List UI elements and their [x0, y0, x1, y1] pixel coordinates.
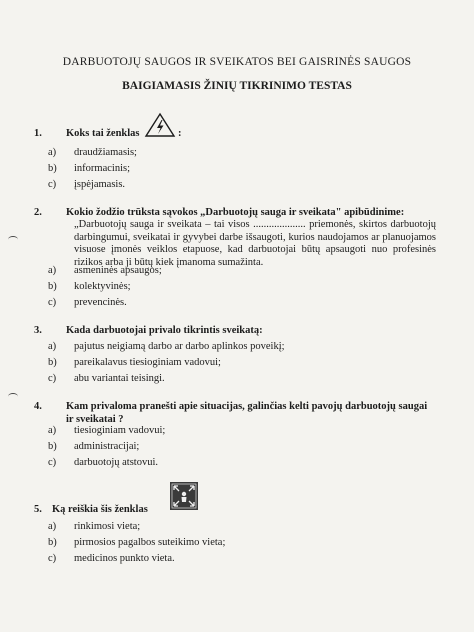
question-number: 2. [34, 207, 42, 218]
option-text: tiesioginiam vadovui; [74, 425, 166, 436]
option-text: darbuotojų atstovui. [74, 457, 158, 468]
option-letter: c) [48, 457, 57, 468]
option-text: pajutus neigiamą darbo ar darbo aplinkos poveikį; [74, 341, 285, 352]
option-text: draudžiamasis; [74, 147, 137, 158]
high-voltage-warning-icon [144, 112, 176, 138]
question-text: Kada darbuotojai privalo tikrintis sveikatą: [66, 325, 263, 336]
question-text: Kokio žodžio trūksta sąvokos „Darbuotojų sauga ir sveikata" apibūdinime: [66, 207, 405, 218]
question-number: 5. [34, 504, 42, 515]
definition-text: „Darbuotojų sauga ir sveikata – tai visos .................... priemonės, skirtos darbuotojų darbingumui, sveikatai ir gyvybei darbe išsaugoti, kurios naudojamos ar planuojamos visuose įmonės veiklos etapuose, kad darbuotojai būtų apsaugoti nuo profesinės rizikos arba ji būtų kiek įmanoma sumažinta. [74, 219, 436, 268]
question-suffix: : [178, 128, 182, 139]
option-text: medicinos punkto vieta. [74, 553, 175, 564]
option-text: kolektyvinės; [74, 281, 131, 292]
option-letter: c) [48, 553, 57, 564]
option-letter: b) [48, 537, 57, 548]
option-letter: b) [48, 441, 57, 452]
option-text: abu variantai teisingi. [74, 373, 165, 384]
option-letter: a) [48, 425, 57, 436]
option-letter: a) [48, 521, 57, 532]
option-letter: b) [48, 281, 57, 292]
document-title: DARBUOTOJŲ SAUGOS IR SVEIKATOS BEI GAISRINĖS SAUGOS [62, 56, 412, 68]
option-text: įspėjamasis. [74, 179, 126, 190]
option-text: informacinis; [74, 163, 130, 174]
option-letter: a) [48, 265, 57, 276]
question-text: Kam privaloma pranešti apie situacijas, galinčias kelti pavojų darbuotojų saugai ir sveikatai ? [66, 401, 428, 425]
question-1 [0, 127, 474, 143]
question-text: Ką reiškia šis ženklas [52, 504, 148, 515]
option-text: pirmosios pagalbos suteikimo vieta; [74, 537, 226, 548]
document-subtitle: BAIGIAMASIS ŽINIŲ TIKRINIMO TESTAS [122, 80, 352, 92]
option-text: asmeninės apsaugos; [74, 265, 162, 276]
option-text: prevencinės. [74, 297, 127, 308]
question-number: 4. [34, 401, 42, 412]
option-text: administracijai; [74, 441, 140, 452]
option-letter: b) [48, 357, 57, 368]
option-letter: c) [48, 179, 57, 190]
option-letter: a) [48, 147, 57, 158]
option-letter: c) [48, 297, 57, 308]
question-text: Koks tai ženklas [66, 128, 140, 139]
option-text: rinkimosi vieta; [74, 521, 141, 532]
question-number: 1. [34, 128, 42, 139]
margin-mark [8, 393, 18, 400]
option-letter: c) [48, 373, 57, 384]
option-letter: a) [48, 341, 57, 352]
option-text: pareikalavus tiesioginiam vadovui; [74, 357, 221, 368]
option-letter: b) [48, 163, 57, 174]
question-number: 3. [34, 325, 42, 336]
margin-mark [8, 236, 18, 243]
